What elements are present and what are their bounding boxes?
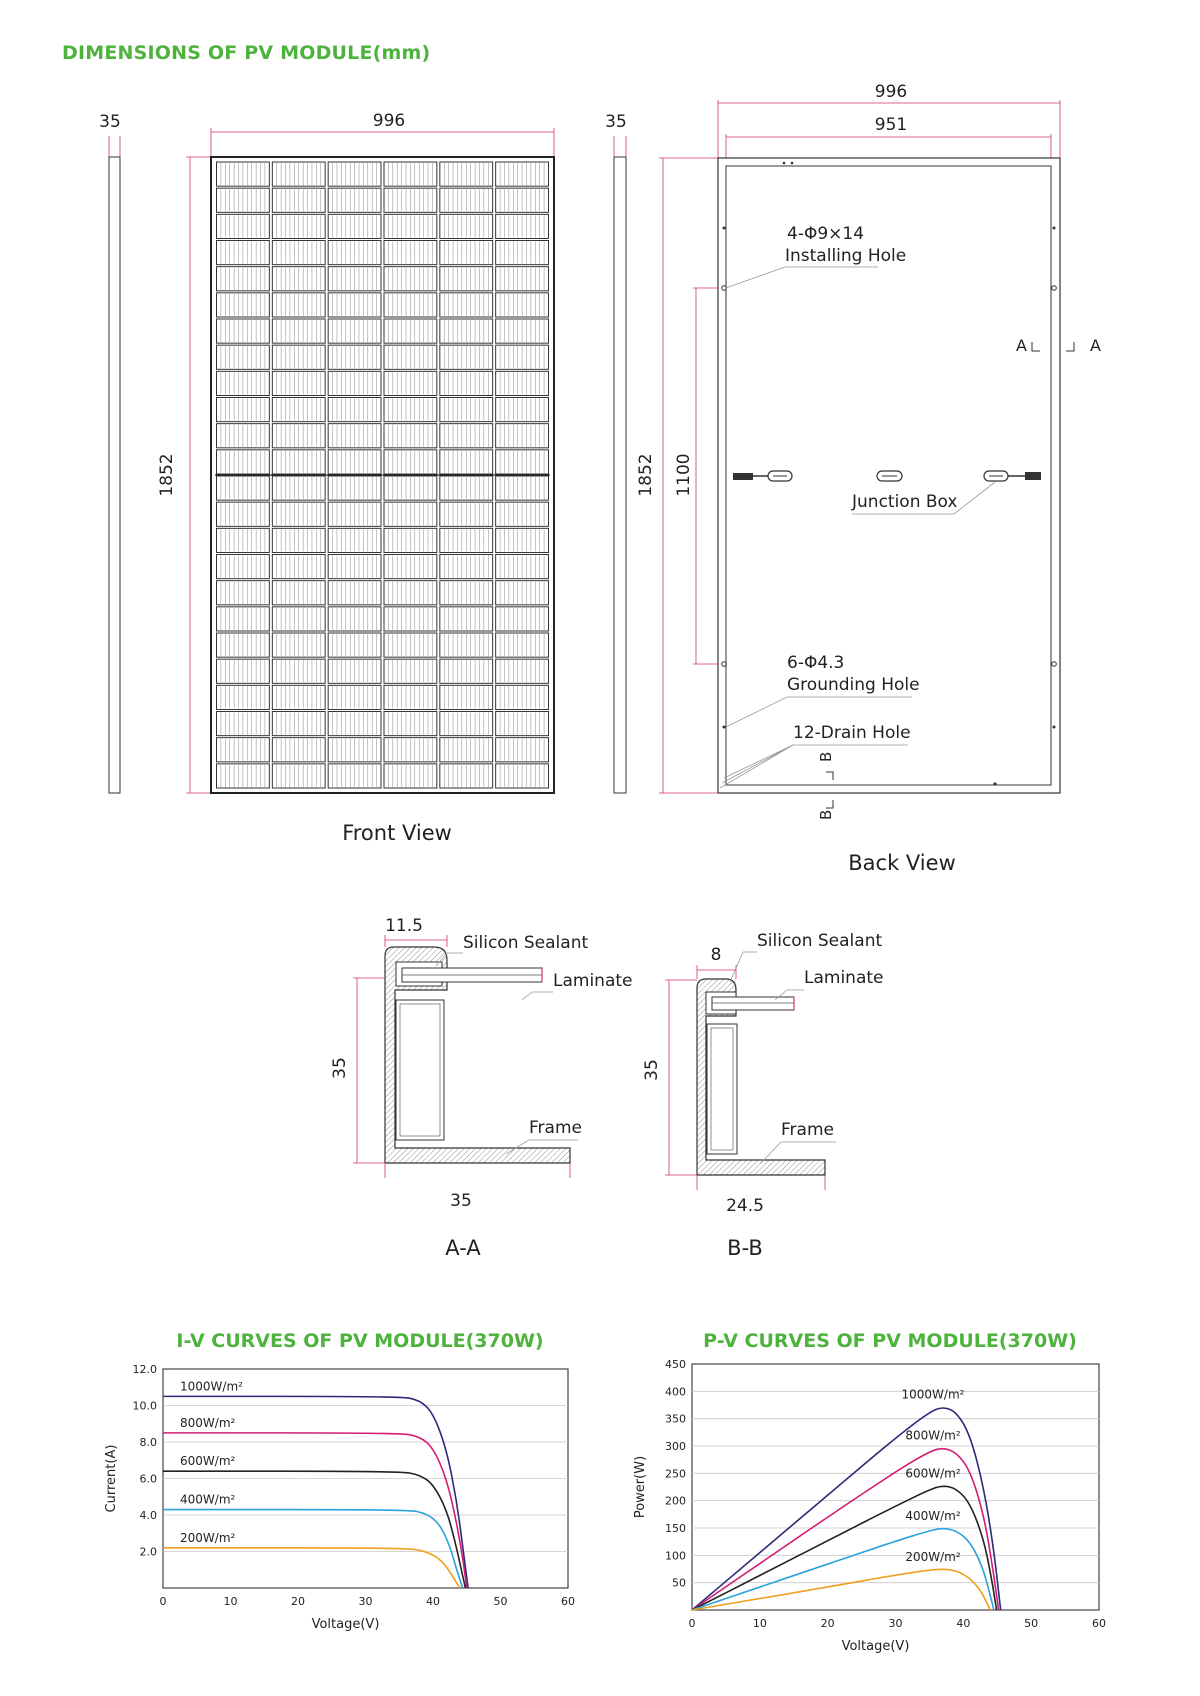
y-tick-label: 250 — [665, 1467, 686, 1481]
back-side-profile — [614, 157, 626, 793]
back-view — [605, 82, 1101, 875]
series-label: 400W/m² — [905, 1509, 961, 1523]
back-outer-width: 996 — [874, 82, 908, 102]
bb-section-label: B-B — [727, 1236, 763, 1260]
y-tick-label: 50 — [672, 1576, 686, 1590]
back-side-thickness: 35 — [605, 112, 627, 132]
back-height-dimension: 1852 — [636, 453, 656, 497]
grounding-hole — [1053, 726, 1056, 729]
x-tick-label: 50 — [1024, 1617, 1039, 1630]
front-height-dimension: 1852 — [157, 453, 177, 497]
y-tick-label: 12.0 — [132, 1363, 157, 1376]
iv-chart-title: I-V CURVES OF PV MODULE(370W) — [176, 1330, 544, 1352]
hole-spacing-dimension: 1100 — [674, 453, 694, 497]
aa-top-width: 11.5 — [385, 916, 423, 936]
bb-height: 35 — [642, 1059, 662, 1081]
series-label: 200W/m² — [905, 1550, 961, 1564]
bb-laminate-label: Laminate — [804, 968, 884, 988]
section-b-marker-upper: B — [817, 751, 835, 762]
pv-chart-title: P-V CURVES OF PV MODULE(370W) — [703, 1330, 1077, 1352]
section-a-marker-left: A — [1016, 336, 1027, 355]
installing-hole-spec: 4-Φ9×14 — [787, 224, 865, 244]
y-tick-label: 6.0 — [139, 1472, 157, 1486]
pv-chart — [633, 1358, 1106, 1654]
grounding-hole — [1053, 227, 1056, 230]
x-axis-label: Voltage(V) — [311, 1617, 380, 1632]
y-tick-label: 200 — [665, 1494, 686, 1508]
aa-height: 35 — [330, 1057, 350, 1079]
front-view-label: Front View — [342, 821, 452, 845]
grounding-hole-label: Grounding Hole — [787, 675, 920, 695]
page-title: DIMENSIONS OF PV MODULE(mm) — [62, 42, 431, 64]
drain-hole — [791, 162, 794, 165]
aa-bottom-width: 35 — [450, 1191, 472, 1211]
iv-chart — [104, 1363, 575, 1632]
y-tick-label: 350 — [665, 1412, 686, 1426]
x-tick-label: 40 — [426, 1595, 440, 1608]
y-tick-label: 8.0 — [139, 1436, 157, 1449]
x-axis-label: Voltage(V) — [841, 1639, 910, 1654]
back-inner-width: 951 — [874, 115, 908, 135]
series-label: 1000W/m² — [180, 1379, 243, 1394]
x-tick-label: 30 — [888, 1617, 903, 1630]
front-view — [99, 111, 554, 845]
series-label: 600W/m² — [905, 1466, 961, 1481]
junction-box-center — [877, 471, 902, 481]
x-tick-label: 30 — [358, 1595, 373, 1608]
x-tick-label: 10 — [223, 1595, 238, 1608]
grounding-hole — [723, 227, 726, 230]
back-view-label: Back View — [848, 851, 956, 875]
x-tick-label: 50 — [493, 1595, 508, 1608]
installing-hole-label: Installing Hole — [785, 246, 907, 266]
y-tick-label: 450 — [665, 1358, 686, 1371]
x-tick-label: 60 — [561, 1595, 575, 1608]
aa-sealant-label: Silicon Sealant — [463, 933, 589, 953]
series-label: 800W/m² — [180, 1415, 236, 1430]
bb-bottom-width: 24.5 — [726, 1196, 764, 1216]
y-tick-label: 4.0 — [139, 1509, 157, 1522]
y-axis-label: Power(W) — [633, 1455, 648, 1519]
drain-hole-label: 12-Drain Hole — [793, 723, 911, 743]
plot-area — [692, 1364, 1099, 1610]
y-axis-label: Current(A) — [104, 1444, 119, 1513]
bb-sealant-label: Silicon Sealant — [757, 931, 883, 951]
drain-hole — [993, 782, 996, 785]
front-width-dimension: 996 — [372, 111, 406, 131]
section-bb — [642, 931, 884, 1260]
y-tick-label: 150 — [665, 1522, 686, 1535]
x-tick-label: 0 — [159, 1595, 167, 1608]
grounding-hole — [723, 726, 726, 729]
bb-frame-label: Frame — [781, 1120, 834, 1140]
aa-laminate-label: Laminate — [553, 971, 633, 991]
series-label: 1000W/m² — [901, 1387, 965, 1402]
junction-box-label: Junction Box — [852, 492, 958, 512]
x-tick-label: 40 — [956, 1617, 971, 1630]
x-tick-label: 20 — [291, 1595, 305, 1608]
series-label: 600W/m² — [180, 1454, 236, 1469]
x-tick-label: 60 — [1092, 1617, 1106, 1630]
x-tick-label: 20 — [820, 1617, 835, 1630]
y-tick-label: 2.0 — [139, 1545, 157, 1559]
aa-frame-label: Frame — [529, 1118, 582, 1138]
front-side-thickness: 35 — [99, 112, 121, 132]
section-a-marker-right: A — [1090, 336, 1101, 355]
x-tick-label: 0 — [688, 1617, 696, 1630]
series-label: 800W/m² — [905, 1428, 961, 1443]
x-tick-label: 10 — [752, 1617, 767, 1630]
front-side-profile — [109, 157, 120, 793]
series-label: 200W/m² — [180, 1530, 236, 1545]
y-tick-label: 400 — [665, 1385, 686, 1399]
y-tick-label: 10.0 — [132, 1399, 157, 1413]
grounding-hole-spec: 6-Φ4.3 — [787, 653, 845, 673]
bb-top-width: 8 — [710, 945, 722, 965]
drain-hole — [783, 162, 786, 165]
y-tick-label: 300 — [665, 1440, 686, 1453]
bb-laminate — [712, 997, 794, 1010]
aa-section-label: A-A — [445, 1236, 481, 1260]
y-tick-label: 100 — [665, 1549, 686, 1563]
series-label: 400W/m² — [180, 1492, 236, 1507]
section-aa — [330, 916, 633, 1260]
section-b-marker-lower: B — [817, 809, 835, 820]
